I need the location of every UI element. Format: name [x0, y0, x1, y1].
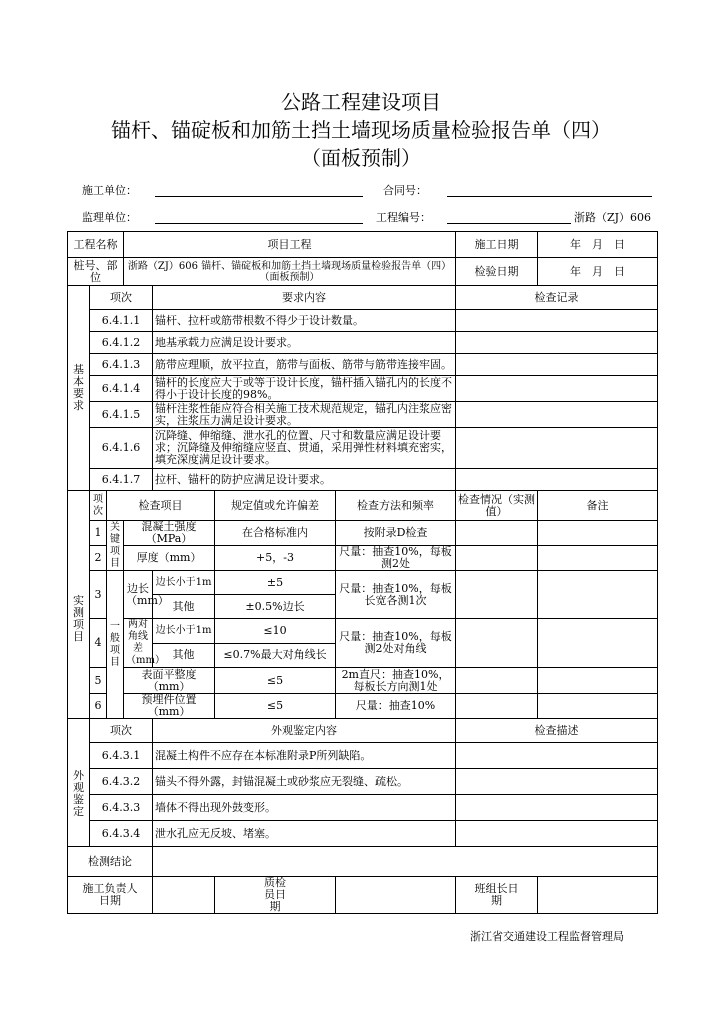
- sign-construction-value[interactable]: [153, 877, 215, 914]
- basic-item-code: 6.4.1.6: [90, 428, 153, 469]
- appearance-item-text: 墙体不得出现外鼓变形。: [153, 795, 456, 821]
- basic-item-text: 拉杆、锚杆的防护应满足设计要求。: [153, 469, 456, 491]
- inspection-date-value: 年 月 日: [538, 258, 658, 286]
- basic-requirements-section: 基本要求: [68, 286, 90, 491]
- sign-team-value[interactable]: [538, 877, 658, 914]
- basic-item-code: 6.4.1.2: [90, 332, 153, 354]
- measured-item-name: 混凝土强度（MPa）: [124, 521, 215, 546]
- measured-spec: ≤5: [215, 668, 336, 694]
- appearance-item-code: 6.4.3.2: [90, 769, 153, 795]
- measured-result[interactable]: [456, 521, 538, 546]
- measured-result[interactable]: [456, 571, 538, 619]
- measured-method: 尺量：抽查10%，每板测2处: [336, 546, 456, 571]
- measured-method: 按附录D检查: [336, 521, 456, 546]
- appearance-item-description[interactable]: [456, 795, 658, 821]
- pile-no-label: 桩号、部位: [68, 258, 124, 286]
- key-item-label: 关键项目: [107, 521, 124, 571]
- basic-item-record[interactable]: [456, 469, 658, 491]
- sign-team-label: 班组长日期: [456, 877, 538, 914]
- basic-item-record[interactable]: [456, 354, 658, 376]
- measured-spec: +5，-3: [215, 546, 336, 571]
- measured-spec: ±0.5%边长: [215, 595, 336, 619]
- measured-row-no: 3: [90, 571, 107, 619]
- conclusion-value[interactable]: [153, 847, 658, 877]
- project-no-label: 工程编号：: [376, 211, 431, 224]
- check-record-header: 检查记录: [456, 286, 658, 310]
- check-item-header: 检查项目: [107, 491, 215, 521]
- measured-result[interactable]: [456, 668, 538, 694]
- basic-item-text: 锚杆、拉杆或筋带根数不得少于设计数量。: [153, 310, 456, 332]
- supervision-unit-line: [155, 223, 363, 224]
- construction-date-label: 施工日期: [456, 232, 538, 258]
- basic-item-text: 锚杆的长度应大于或等于设计长度，锚杆插入锚孔内的长度不得小于设计长度的98%。: [153, 376, 456, 402]
- title-line-3: （面板预制）: [301, 146, 421, 170]
- measured-spec: ≤0.7%最大对角线长: [215, 643, 336, 668]
- basic-item-code: 6.4.1.7: [90, 469, 153, 491]
- construction-unit-line: [155, 196, 363, 197]
- measured-result[interactable]: [456, 694, 538, 719]
- measured-spec: ≤10: [215, 619, 336, 644]
- measured-spec: ±5: [215, 571, 336, 595]
- appearance-item-code: 6.4.3.3: [90, 795, 153, 821]
- measured-subitem: 边长小于1m: [153, 571, 215, 595]
- measured-subitem: 边长小于1m: [153, 619, 215, 644]
- issuing-authority: 浙江省交通建设工程监督管理局: [470, 930, 624, 943]
- appearance-item-no-header: 项次: [90, 719, 153, 743]
- project-no-line: [447, 223, 571, 224]
- inspection-table: [67, 231, 658, 914]
- measured-item-name: 预埋件位置（mm）: [124, 694, 215, 719]
- requirement-content-header: 要求内容: [153, 286, 456, 310]
- appearance-section-top: [68, 719, 90, 743]
- appearance-item-text: 混凝土构件不应存在本标准附录P所列缺陷。: [153, 743, 456, 769]
- measured-items-section: 实测项目: [68, 521, 90, 719]
- measured-row-no: 6: [90, 694, 107, 719]
- basic-item-record[interactable]: [456, 332, 658, 354]
- appearance-item-description[interactable]: [456, 821, 658, 847]
- remark-header: 备注: [538, 491, 658, 521]
- basic-item-text: 锚杆注浆性能应符合相关施工技术规范规定，锚孔内注浆应密实，注浆压力满足设计要求。: [153, 402, 456, 428]
- measured-remark[interactable]: [538, 619, 658, 668]
- sign-qc-label: 质检员日期: [215, 877, 336, 914]
- title-line-2: 锚杆、锚碇板和加筋土挡土墙现场质量检验报告单（四）: [111, 118, 611, 142]
- measured-spec: ≤5: [215, 694, 336, 719]
- supervision-unit-label: 监理单位：: [82, 211, 137, 224]
- construction-unit-label: 施工单位：: [82, 184, 137, 197]
- measured-item-name: 两对角线差（mm）: [124, 619, 153, 668]
- basic-item-text: 沉降缝、伸缩缝、泄水孔的位置、尺寸和数量应满足设计要求；沉降缝及伸缩缝应竖直、贯通，采用弹性材料填充密实，填充深度满足设计要求。: [153, 428, 456, 469]
- appearance-section: 外观鉴定: [68, 743, 90, 847]
- contract-no-label: 合同号：: [383, 184, 427, 197]
- contract-no-line: [447, 196, 652, 197]
- basic-item-record[interactable]: [456, 310, 658, 332]
- basic-item-code: 6.4.1.3: [90, 354, 153, 376]
- measured-remark[interactable]: [538, 668, 658, 694]
- inspection-date-label: 检验日期: [456, 258, 538, 286]
- basic-item-text: 筋带应理顺，放平拉直，筋带与面板、筋带与筋带连接牢固。: [153, 354, 456, 376]
- appearance-content-header: 外观鉴定内容: [153, 719, 456, 743]
- appearance-item-code: 6.4.3.1: [90, 743, 153, 769]
- appearance-item-code: 6.4.3.4: [90, 821, 153, 847]
- measured-method: 尺量：抽查10%: [336, 694, 456, 719]
- sign-qc-value[interactable]: [336, 877, 456, 914]
- construction-date-value: 年 月 日: [538, 232, 658, 258]
- appearance-item-text: 泄水孔应无反坡、堵塞。: [153, 821, 456, 847]
- measured-remark[interactable]: [538, 571, 658, 619]
- basic-item-no-header: 项次: [90, 286, 153, 310]
- measured-result[interactable]: [456, 546, 538, 571]
- basic-item-code: 6.4.1.5: [90, 402, 153, 428]
- spec-header: 规定值或允许偏差: [215, 491, 336, 521]
- measured-item-name: 厚度（mm）: [124, 546, 215, 571]
- basic-item-text: 地基承载力应满足设计要求。: [153, 332, 456, 354]
- measured-item-name: 表面平整度（mm）: [124, 668, 215, 694]
- form-code: 浙路（ZJ）606: [574, 211, 652, 224]
- measured-remark[interactable]: [538, 694, 658, 719]
- measured-subitem: 其他: [153, 643, 215, 668]
- appearance-description-header: 检查描述: [456, 719, 658, 743]
- appearance-item-description[interactable]: [456, 769, 658, 795]
- appearance-item-text: 锚头不得外露，封锚混凝土或砂浆应无裂缝、疏松。: [153, 769, 456, 795]
- title-line-1: 公路工程建设项目: [281, 90, 441, 114]
- method-header: 检查方法和频率: [336, 491, 456, 521]
- measured-method: 2m直尺：抽查10%，每板长方向测1处: [336, 668, 456, 694]
- measured-method: 尺量：抽查10%，每板长宽各测1次: [336, 571, 456, 619]
- measured-row-no: 2: [90, 546, 107, 571]
- project-name-label: 工程名称: [68, 232, 124, 258]
- measured-row-no: 1: [90, 521, 107, 546]
- measured-remark[interactable]: [538, 546, 658, 571]
- measured-row-no: 4: [90, 619, 107, 668]
- measured-subitem: 其他: [153, 595, 215, 619]
- result-header: 检查情况（实测值）: [456, 491, 538, 521]
- basic-item-record[interactable]: [456, 428, 658, 469]
- conclusion-label: 检测结论: [68, 847, 153, 877]
- measured-method: 尺量：抽查10%，每板测2处对角线: [336, 619, 456, 668]
- basic-item-code: 6.4.1.1: [90, 310, 153, 332]
- sign-construction-label: 施工负责人日期: [68, 877, 153, 914]
- basic-item-code: 6.4.1.4: [90, 376, 153, 402]
- basic-item-record[interactable]: [456, 376, 658, 402]
- measured-row-no: 5: [90, 668, 107, 694]
- measured-spec: 在合格标准内: [215, 521, 336, 546]
- measured-result[interactable]: [456, 619, 538, 668]
- appearance-item-description[interactable]: [456, 743, 658, 769]
- basic-item-record[interactable]: [456, 402, 658, 428]
- measured-item-no-header: 项次: [90, 491, 107, 521]
- project-name-value: 项目工程: [124, 232, 456, 258]
- measured-item-name: 边长（mm）: [124, 571, 153, 619]
- pile-no-value: 浙路（ZJ）606 锚杆、锚碇板和加筋土挡土墙现场质量检验报告单（四）（面板预制）: [124, 258, 456, 286]
- general-item-label: 一般项目: [107, 571, 124, 719]
- measured-section-top: [68, 491, 90, 521]
- measured-remark[interactable]: [538, 521, 658, 546]
